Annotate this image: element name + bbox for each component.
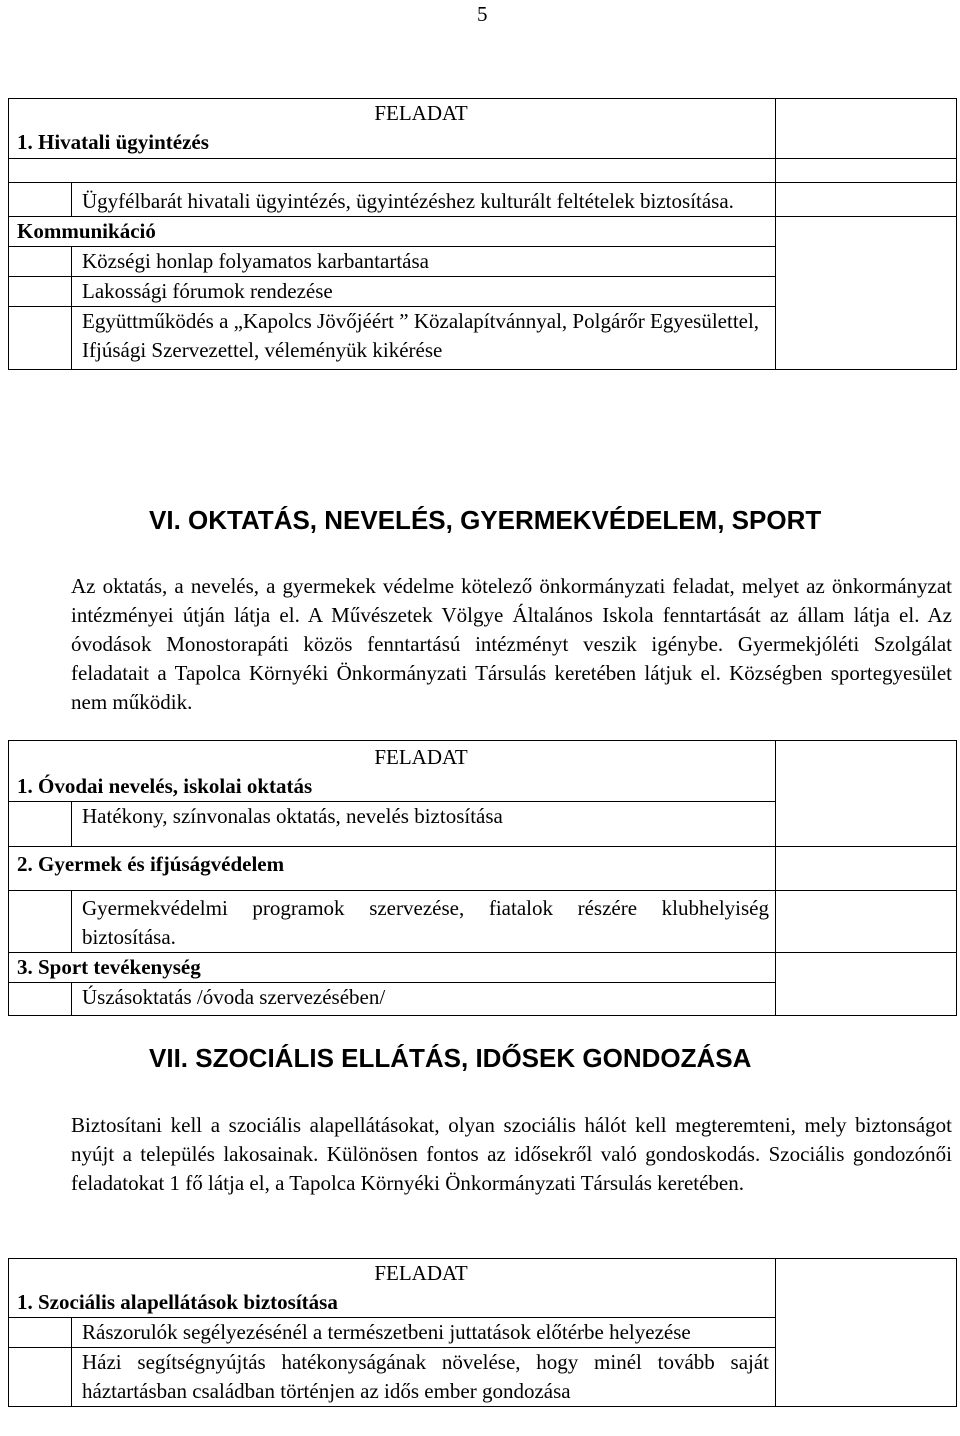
section-paragraph: Biztosítani kell a szociális alapellátásokat, olyan szociális hálót kell megteremteni, mely biztonságot nyújt a település lakosainak. Különösen fontos az idősekről való gondoskodás. Szociális gondozónői feladatokat 1 fő látja el, a Tapolca Környéki Önkormányzati Társulás keretében.	[71, 1113, 952, 1195]
table-cell-text: Együttműködés a „Kapolcs Jövőjéért ” Közalapítvánnyal, Polgárőr Egyesülettel, Ifjúsági Szervezettel, véleményük kikérése	[72, 307, 776, 370]
section-heading: VI. OKTATÁS, NEVELÉS, GYERMEKVÉDELEM, SPORT	[149, 505, 822, 535]
section-heading: VII. SZOCIÁLIS ELLÁTÁS, IDŐSEK GONDOZÁSA	[149, 1043, 752, 1073]
table-header: FELADAT	[374, 101, 468, 125]
table-cell-text: Községi honlap folyamatos karbantartása	[72, 247, 776, 277]
task-table-administration	[8, 98, 957, 370]
section-title: 1. Óvodai nevelés, iskolai oktatás	[17, 774, 313, 798]
task-table-education	[8, 740, 957, 1016]
table-cell-text: Gyermekvédelmi programok szervezése, fiatalok részére klubhelyiség biztosítása.	[72, 891, 776, 953]
table-cell-text: Hatékony, színvonalas oktatás, nevelés biztosítása	[72, 802, 776, 847]
table-cell-text: Házi segítségnyújtás hatékonyságának növelése, hogy minél tovább saját háztartásban családban történjen az idős ember gondozása	[72, 1348, 776, 1407]
page-number: 5	[477, 2, 488, 26]
section-paragraph: Az oktatás, a nevelés, a gyermekek védelme kötelező önkormányzati feladat, melyet az önkormányzat intézményei útján látja el. A Művészetek Völgye Általános Iskola fenntartását az állam látja el. Az óvodások Monostorapáti közös fenntartású intézményt veszik igénybe. Gyermekjóléti Szolgálat feladatait a Tapolca Környéki Önkormányzati Társulás keretében látjuk el. Községben sportegyesület nem működik.	[71, 574, 952, 714]
section-title: 3. Sport tevékenység	[9, 953, 776, 983]
table-cell-text: Lakossági fórumok rendezése	[72, 277, 776, 307]
table-header: FELADAT	[374, 1261, 468, 1285]
table-header: FELADAT	[374, 745, 468, 769]
task-table-social	[8, 1258, 957, 1407]
table-cell-text: Rászorulók segélyezésénél a természetbeni juttatások előtérbe helyezése	[72, 1318, 776, 1348]
subsection-title: Kommunikáció	[9, 217, 776, 247]
section-title: 2. Gyermek és ifjúságvédelem	[9, 847, 776, 891]
section-title: 1. Hivatali ügyintézés	[17, 130, 209, 154]
section-title: 1. Szociális alapellátások biztosítása	[17, 1290, 338, 1314]
table-cell-text: Ügyfélbarát hivatali ügyintézés, ügyintézéshez kulturált feltételek biztosítása.	[72, 183, 776, 217]
table-cell-text: Úszásoktatás /óvoda szervezésében/	[72, 983, 776, 1016]
